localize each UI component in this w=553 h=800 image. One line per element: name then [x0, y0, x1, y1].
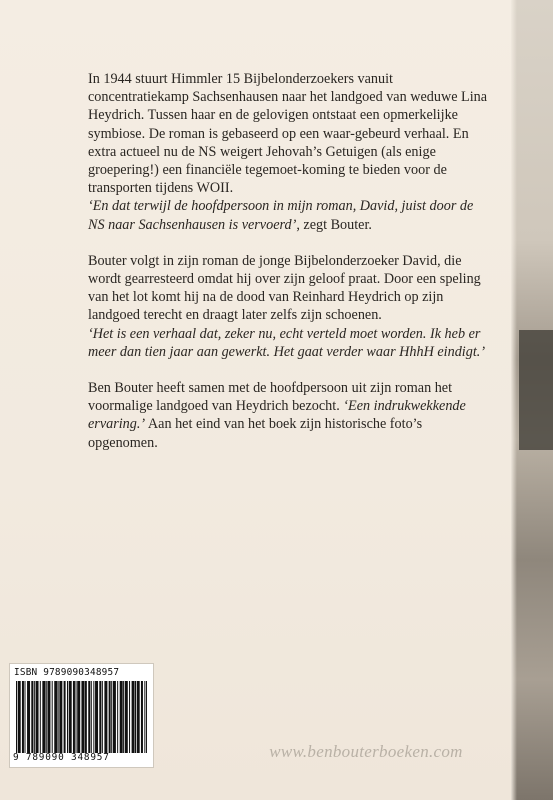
isbn-label: ISBN 9789090348957	[14, 667, 120, 678]
photo-strip	[511, 0, 553, 800]
barcode-bar	[111, 681, 112, 753]
paragraph-tail: Aan het eind van het boek zijn historische foto’s opgenomen.	[88, 416, 423, 451]
barcode-bar	[81, 681, 84, 753]
barcode-bars	[16, 681, 147, 753]
barcode-bar	[91, 681, 92, 753]
barcode-bar	[16, 681, 17, 753]
barcode-bar	[54, 681, 57, 753]
isbn-barcode	[9, 663, 154, 768]
barcode-bar	[113, 681, 116, 753]
barcode-bar	[104, 681, 107, 753]
quote-text: ‘En dat terwijl de hoofdpersoon in mijn roman, David, juist door de NS naar Sachsenhausen is vervoerd’	[88, 198, 474, 233]
barcode-bar	[47, 681, 50, 753]
barcode-bar	[88, 681, 90, 753]
blurb-paragraph-1: In 1944 stuurt Himmler 15 Bijbelonderzoekers vanuit concentratiekamp Sachsenhausen naar het landgoed van weduwe Lina Heydrich. Tussen haar en de gelovigen ontstaat een opmerkelijke symbiose. De roman is gebaseerd op een waar-gebeurd verhaal. En extra actueel nu de NS weigert Jehovah’s Getuigen (als enige groepering!) een financiële tegemoet-koming te bieden voor de transporten tijdens WOII.	[88, 71, 488, 197]
barcode-bar	[99, 681, 101, 753]
barcode-bar	[135, 681, 136, 753]
barcode-bar	[146, 681, 147, 753]
barcode-bar	[64, 681, 66, 753]
barcode-bar	[67, 681, 68, 753]
barcode-bar	[52, 681, 53, 753]
barcode-bar	[59, 681, 62, 753]
quote-text: ‘Een indrukwekkende ervaring.’	[88, 398, 466, 433]
blurb-paragraph-2: Bouter volgt in zijn roman de jonge Bijbelonderzoeker David, die wordt gearresteerd omdat hij over zijn geloof praat. Door een speling van het lot komt hij na de dood van Reinhard Heydrich op zijn landgoed terecht en draagt later zelfs zijn schoenen.	[88, 252, 481, 324]
barcode-bar	[27, 681, 30, 753]
spacer	[88, 234, 488, 252]
blurb-quote-2: ‘Het is een verhaal dat, zeker nu, echt verteld moet worden. Ik heb er meer dan tien jaar aan gewerkt. Het gaat verder waar HhhH eindigt.’	[88, 325, 486, 360]
barcode-bar	[25, 681, 26, 753]
barcode-bar	[132, 681, 135, 753]
barcode-bar	[42, 681, 45, 753]
barcode-bar	[109, 681, 111, 753]
barcode-bar	[76, 681, 77, 753]
barcode-bar	[95, 681, 98, 753]
barcode-bar	[31, 681, 33, 753]
barcode-bar	[34, 681, 35, 753]
barcode-bar	[93, 681, 94, 753]
barcode-bar	[36, 681, 39, 753]
barcode-bar	[77, 681, 80, 753]
website-url: www.benbouterboeken.com	[269, 742, 463, 761]
spacer	[88, 361, 488, 379]
barcode-bar	[46, 681, 47, 753]
barcode-bar	[18, 681, 21, 753]
barcode-bar	[58, 681, 59, 753]
barcode-bar	[141, 681, 143, 753]
barcode-bar	[85, 681, 87, 753]
barcode-bar	[69, 681, 72, 753]
barcode-bar	[40, 681, 41, 753]
isbn-digits: 9 789090 348957	[13, 752, 110, 763]
barcode-bar	[144, 681, 145, 753]
barcode-bar	[73, 681, 75, 753]
blurb-text	[88, 70, 488, 452]
blurb-quote-1	[88, 197, 488, 233]
quote-attribution: , zegt Bouter.	[296, 216, 372, 233]
barcode-bar	[22, 681, 24, 753]
barcode-bar	[120, 681, 123, 753]
barcode-bar	[129, 681, 130, 753]
blurb-paragraph-3	[88, 379, 488, 452]
barcode-bar	[102, 681, 103, 753]
barcode-bar	[123, 681, 124, 753]
paragraph-text: Ben Bouter heeft samen met de hoofdpersoon uit zijn roman het voormalige landgoed van Heydrich bezocht.	[88, 380, 453, 415]
barcode-bar	[117, 681, 118, 753]
barcode-bar	[125, 681, 128, 753]
barcode-bar	[137, 681, 140, 753]
